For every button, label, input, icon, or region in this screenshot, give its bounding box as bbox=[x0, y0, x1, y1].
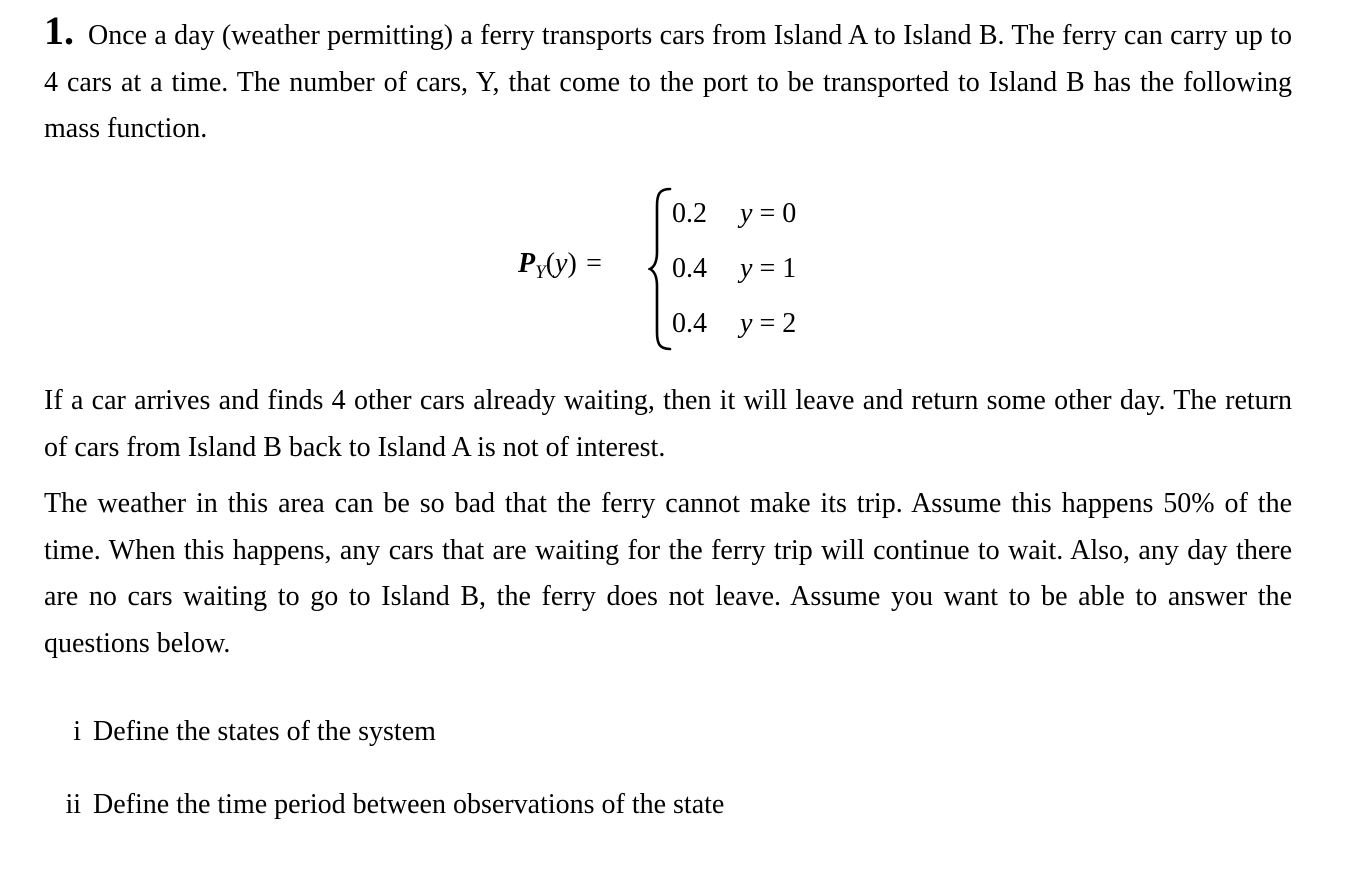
case-value: 0.4 bbox=[672, 308, 707, 339]
question-number: 1. bbox=[44, 8, 74, 53]
case-variable: y bbox=[740, 253, 753, 284]
lhs-subscript: Y bbox=[535, 262, 546, 283]
list-item-marker: i bbox=[73, 716, 81, 747]
lhs-symbol: P bbox=[518, 248, 536, 279]
case-condition bbox=[740, 308, 796, 339]
mass-function-equation bbox=[0, 180, 1366, 360]
question-intro-paragraph bbox=[44, 8, 1292, 153]
equation-lhs bbox=[518, 248, 602, 283]
case-value: 0.2 bbox=[672, 198, 707, 229]
case-rhs: 1 bbox=[782, 253, 797, 284]
lhs-open-paren: ( bbox=[545, 248, 556, 279]
list-item bbox=[60, 789, 724, 821]
case-operator: = bbox=[752, 308, 783, 339]
lhs-close-paren: ) bbox=[567, 248, 577, 279]
left-brace-icon bbox=[648, 186, 674, 352]
case-row bbox=[672, 253, 796, 285]
case-operator: = bbox=[752, 253, 783, 284]
waiting-rule-paragraph: If a car arrives and finds 4 other cars already waiting, then it will leave and return some other day. The return of cars from Island B back to Island A is not of interest. bbox=[44, 385, 1292, 463]
list-item-marker: ii bbox=[65, 789, 81, 820]
list-item-text: Define the time period between observations of the state bbox=[93, 789, 725, 820]
case-rhs: 2 bbox=[782, 308, 797, 339]
case-rhs: 0 bbox=[782, 198, 797, 229]
case-row bbox=[672, 198, 796, 230]
case-variable: y bbox=[740, 308, 753, 339]
equals-sign: = bbox=[586, 248, 602, 279]
list-item-text: Define the states of the system bbox=[93, 716, 436, 747]
case-row bbox=[672, 308, 796, 340]
case-condition bbox=[740, 253, 796, 284]
case-value: 0.4 bbox=[672, 253, 707, 284]
weather-paragraph: The weather in this area can be so bad that the ferry cannot make its trip. Assume this happens 50% of the time. When this happens, any cars that are waiting for the ferry trip will continue to wait. Also, any day there are no cars waiting to go to Island B, the ferry does not leave. Assume you want to be able to answer the questions below. bbox=[44, 488, 1292, 659]
case-operator: = bbox=[752, 198, 783, 229]
question-intro-text: Once a day (weather permitting) a ferry transports cars from Island A to Island B. The ferry can carry up to 4 cars at a time. The number of cars, Y, that come to the port to be transported to Island B has the following mass function. bbox=[44, 20, 1292, 144]
lhs-variable: y bbox=[555, 248, 568, 279]
list-item bbox=[60, 716, 436, 748]
case-condition bbox=[740, 198, 796, 229]
case-variable: y bbox=[740, 198, 753, 229]
